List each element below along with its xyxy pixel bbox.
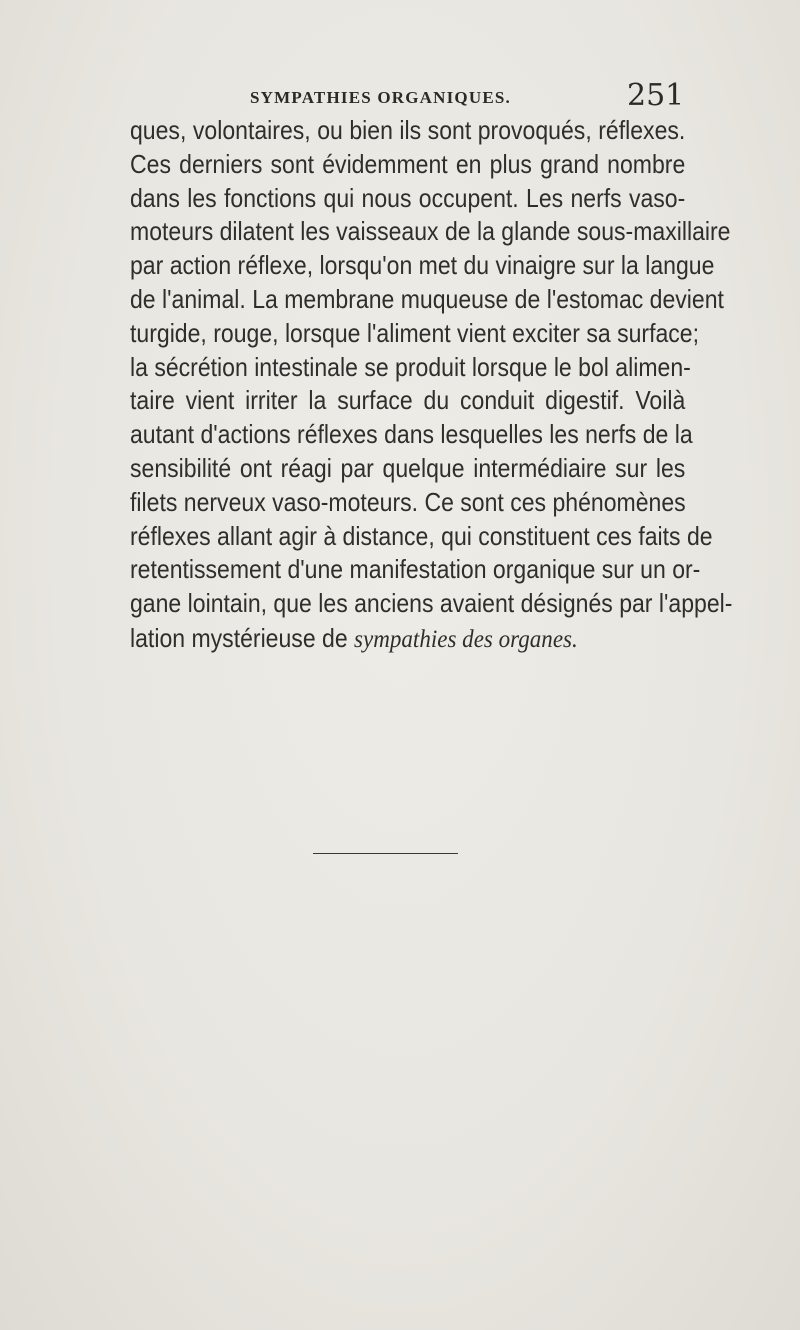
- italic-phrase: sympathies des organes.: [354, 623, 578, 653]
- end-of-section-rule: [313, 853, 458, 854]
- text-line: filets nerveux vaso-moteurs. Ce sont ces phénomènes: [130, 488, 686, 517]
- page-number: 251: [627, 78, 685, 113]
- page-header: [0, 80, 800, 114]
- text-line: réflexes allant agir à distance, qui constituent ces faits de: [130, 522, 713, 551]
- text-line: moteurs dilatent les vaisseaux de la glande sous-maxillaire: [130, 218, 731, 247]
- text-line: par action réflexe, lorsqu'on met du vinaigre sur la langue: [130, 252, 715, 281]
- last-line-text: lation mystérieuse de: [130, 624, 355, 653]
- text-line: Ces derniers sont évidemment en plus grand nombre: [130, 150, 686, 179]
- text-line: dans les fonctions qui nous occupent. Les nerfs vaso-: [130, 184, 686, 213]
- text-line: de l'animal. La membrane muqueuse de l'estomac devient: [130, 285, 724, 314]
- text-line: autant d'actions réflexes dans lesquelles les nerfs de la: [130, 421, 693, 450]
- text-line: ques, volontaires, ou bien ils sont provoqués, réflexes.: [130, 117, 686, 145]
- text-line: la sécrétion intestinale se produit lorsque le bol alimen-: [130, 353, 691, 382]
- body-paragraph: [130, 115, 733, 656]
- running-title: SYMPATHIES ORGANIQUES.: [250, 88, 511, 107]
- text-line: taire vient irriter la surface du conduit digestif. Voilà: [130, 387, 686, 416]
- text-line-last: [130, 622, 685, 656]
- text-line: retentissement d'une manifestation organique sur un or-: [130, 556, 701, 585]
- text-line: gane lointain, que les anciens avaient désignés par l'appel-: [130, 590, 733, 619]
- text-line: turgide, rouge, lorsque l'aliment vient exciter sa surface;: [130, 319, 700, 348]
- text-line: sensibilité ont réagi par quelque intermédiaire sur les: [130, 454, 686, 483]
